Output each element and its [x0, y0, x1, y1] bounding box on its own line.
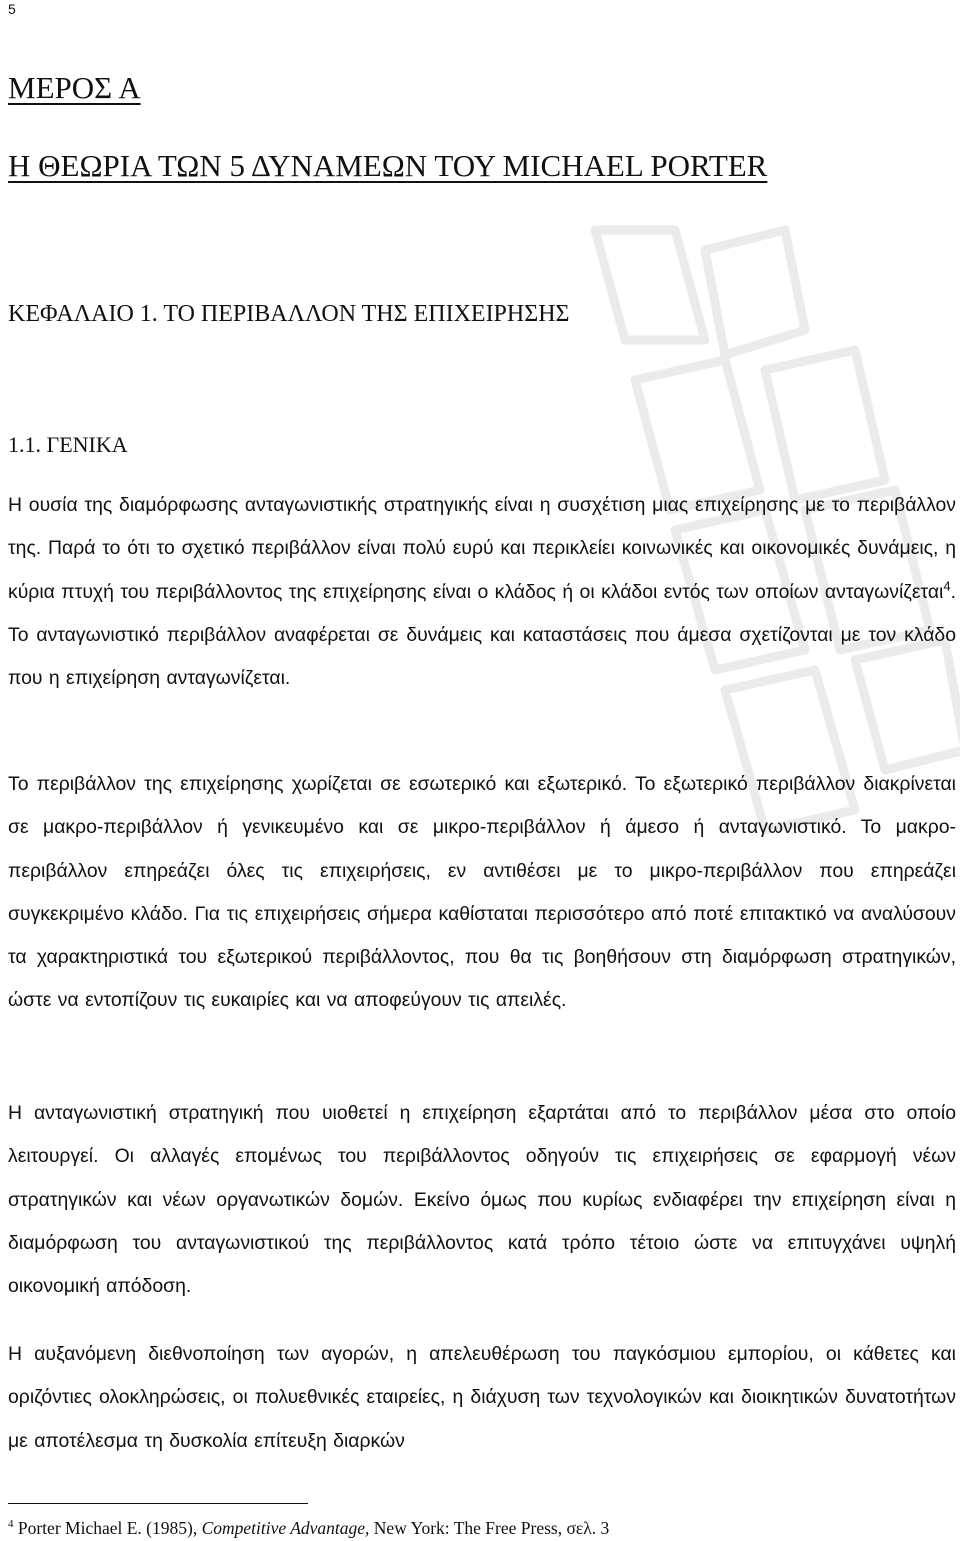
footnote-number: 4 — [8, 1518, 14, 1530]
paragraph-3: Η ανταγωνιστική στρατηγική που υιοθετεί η επιχείρηση εξαρτάται από το περιβάλλον μέσα στο οποίο λειτουργεί. Οι αλλαγές επομένως του περιβάλλοντος οδηγούν τις επιχειρήσεις σε εφαρμογή νέων στρατηγικών και νέων οργανωτικών δομών. Εκείνο όμως που κυρίως ενδιαφέρει την επιχείρηση είναι η διαμόρφωση του ανταγωνιστικού της περιβάλλοντος κατά τρόπο τέτοιο ώστε να επιτυγχάνει υψηλή οικονομική απόδοση. — [8, 1102, 956, 1298]
part-heading: ΜΕΡΟΣ Α — [8, 70, 141, 105]
footnote-divider — [8, 1503, 308, 1504]
page-number: 5 — [8, 1, 16, 17]
section-heading: 1.1. ΓΕΝΙΚΑ — [8, 432, 128, 457]
paragraph-1 — [8, 484, 956, 700]
paragraph-4: Η αυξανόμενη διεθνοποίηση των αγορών, η απελευθέρωση του παγκόσμιου εμπορίου, οι κάθετες και οριζόντιες ολοκληρώσεις, οι πολυεθνικές εταιρείες, η διάχυση των τεχνολογικών και διοικητικών δυνατοτήτων με αποτέλεσμα τη δυσκολία επίτευξη διαρκών — [8, 1343, 956, 1452]
footnote-publisher: New York: The Free Press, σελ. 3 — [369, 1517, 610, 1538]
footnote — [8, 1513, 609, 1539]
footnote-reference[interactable]: 4 — [943, 578, 951, 594]
chapter-heading: ΚΕΦΑΛΑΙΟ 1. ΤΟ ΠΕΡΙΒΑΛΛΟΝ ΤΗΣ ΕΠΙΧΕΙΡΗΣΗΣ — [8, 301, 570, 327]
paragraph-1-text: Η ουσία της διαμόρφωσης ανταγωνιστικής στρατηγικής είναι η συσχέτιση μιας επιχείρησης με το περιβάλλον της. Παρά το ότι το σχετικό περιβάλλον είναι πολύ ευρύ και περικλείει κοινωνικές και οικονομικές δυνάμεις, η κύρια πτυχή του περιβάλλοντος της επιχείρησης είναι ο κλάδος ή οι κλάδοι εντός των οποίων ανταγωνίζεται — [8, 494, 956, 603]
footnote-work-title: Competitive Advantage, — [201, 1517, 370, 1538]
document-title: Η ΘΕΩΡΙΑ ΤΩΝ 5 ΔΥΝΑΜΕΩΝ ΤΟΥ MICHAEL PORTER — [8, 148, 768, 183]
footnote-authors: Porter Michael E. (1985), — [13, 1517, 202, 1538]
paragraph-1-text-continued: . Το ανταγωνιστικό περιβάλλον αναφέρεται σε δυνάμεις και καταστάσεις που άμεσα σχετίζονται με τον κλάδο που η επιχείρηση ανταγωνίζεται. — [8, 580, 956, 690]
paragraph-2: Το περιβάλλον της επιχείρησης χωρίζεται σε εσωτερικό και εξωτερικό. Το εξωτερικό περιβάλλον διακρίνεται σε μακρο-περιβάλλον ή γενικευμένο και σε μικρο-περιβάλλον ή άμεσο ή ανταγωνιστικό. Το μακρο-περιβάλλον επηρεάζει όλες τις επιχειρήσεις, εν αντιθέσει με το μικρο-περιβάλλον που επηρεάζει συγκεκριμένο κλάδο. Για τις επιχειρήσεις σήμερα καθίσταται περισσότερο από ποτέ επιτακτικό να αναλύσουν τα χαρακτηριστικά του εξωτερικού περιβάλλοντος, που θα τις βοηθήσουν στη διαμόρφωση στρατηγικών, ώστε να εντοπίζουν τις ευκαιρίες και να αποφεύγουν τις απειλές. — [8, 773, 956, 1012]
